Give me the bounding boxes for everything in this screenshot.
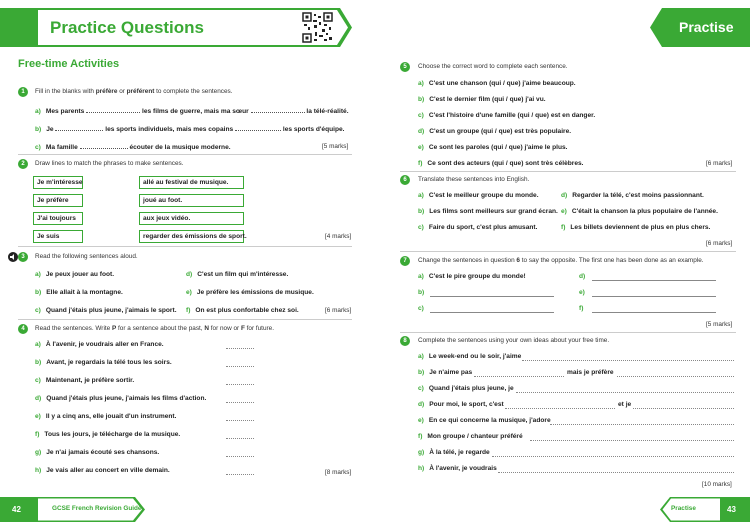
item-letter: e) xyxy=(35,413,41,420)
item-letter: f) xyxy=(418,433,423,440)
answer-line[interactable] xyxy=(226,402,254,403)
item-letter: h) xyxy=(418,465,425,472)
question-instruction: Choose the correct word to complete each sentence. xyxy=(418,63,568,70)
q8-item-d xyxy=(418,401,504,408)
answer-blank[interactable] xyxy=(86,107,140,113)
item-text: Je préfère les émissions de musique. xyxy=(196,289,314,296)
q6-item-a xyxy=(418,192,539,199)
instruction-text: for now or xyxy=(208,325,241,332)
match-left-4[interactable]: Je suis xyxy=(33,230,83,243)
q4-item xyxy=(35,431,180,438)
item-text: À l'avenir, je voudrais xyxy=(429,465,497,472)
item-text: Mon groupe / chanteur préféré xyxy=(427,433,523,440)
instruction-text: Fill in the blanks with xyxy=(35,88,96,95)
item-text: Pour moi, le sport, c'est xyxy=(429,401,504,408)
item-letter: d) xyxy=(186,271,193,278)
instruction-word: F xyxy=(240,325,245,332)
answer-line[interactable] xyxy=(226,438,254,439)
q3-item-d xyxy=(186,271,288,278)
marks-label: [8 marks] xyxy=(325,469,352,476)
item-text: Quand j'étais plus jeune, je xyxy=(428,385,514,392)
item-letter: f) xyxy=(561,224,566,231)
q4-item xyxy=(35,467,170,474)
item-letter: f) xyxy=(579,305,584,312)
item-letter: f) xyxy=(186,307,191,314)
item-letter: e) xyxy=(579,289,585,296)
item-text: la télé-réalité. xyxy=(306,108,349,115)
match-left-2[interactable]: Je préfère xyxy=(33,194,83,207)
q8-item-c xyxy=(418,385,514,392)
question-instruction: Complete the sentences using your own ideas about your free time. xyxy=(418,337,610,344)
item-text: les films de guerre, mais ma sœur xyxy=(142,108,249,115)
item-letter: d) xyxy=(579,273,586,280)
item-text: Tous les jours, je télécharge de la musique. xyxy=(44,431,181,438)
q6-item-d xyxy=(561,192,704,199)
marks-label: [5 marks] xyxy=(322,143,349,150)
question-number: 7 xyxy=(400,256,410,266)
answer-line[interactable] xyxy=(617,376,734,377)
item-text: Je n'ai jamais écouté ses chansons. xyxy=(46,449,160,456)
item-letter: b) xyxy=(418,208,425,215)
answer-blank[interactable] xyxy=(235,125,281,131)
item-letter: c) xyxy=(418,305,424,312)
answer-line[interactable] xyxy=(226,420,254,421)
q7-item-f xyxy=(579,305,588,312)
instruction-text: for a sentence about the past, xyxy=(116,325,205,332)
section-title: Free-time Activities xyxy=(18,58,120,70)
page-number-left: 42 xyxy=(12,505,21,514)
qr-code-icon xyxy=(302,12,333,43)
match-right-4[interactable]: regarder des émissions de sport. xyxy=(139,230,244,243)
q6-item-e xyxy=(561,208,718,215)
q8-item-b-cont: mais je préfère xyxy=(567,369,614,376)
q7-item-a xyxy=(418,273,526,280)
item-text: Je vais aller au concert en ville demain. xyxy=(46,467,170,474)
item-letter: c) xyxy=(35,377,41,384)
answer-line[interactable] xyxy=(592,280,716,281)
q5-item xyxy=(418,80,576,87)
answer-line[interactable] xyxy=(522,360,734,361)
item-text: Quand j'étais plus jeune, j'aimais les films d'action. xyxy=(46,395,207,402)
item-letter: c) xyxy=(418,224,424,231)
instruction-text: Change the sentences in question xyxy=(418,257,517,264)
question-number: 6 xyxy=(400,175,410,185)
q1-item-a xyxy=(35,107,349,115)
section-label: Practise xyxy=(679,19,734,35)
header-banner-left xyxy=(0,8,352,47)
marks-label: [6 marks] xyxy=(325,307,352,314)
answer-line[interactable] xyxy=(498,472,734,473)
item-letter: g) xyxy=(418,449,425,456)
instruction-word: 6 xyxy=(516,257,520,264)
item-text: Elle allait à la montagne. xyxy=(46,289,123,296)
question-instruction xyxy=(35,325,274,332)
q5-item xyxy=(418,112,595,119)
item-letter: d) xyxy=(35,395,42,402)
answer-line[interactable] xyxy=(592,296,716,297)
footer-left xyxy=(0,497,145,522)
item-letter: g) xyxy=(35,449,42,456)
instruction-text: for future. xyxy=(244,325,274,332)
question-instruction xyxy=(35,88,233,95)
item-letter: a) xyxy=(418,273,424,280)
question-number: 5 xyxy=(400,62,410,72)
item-letter: c) xyxy=(418,385,424,392)
q8-item-b xyxy=(418,369,472,376)
item-text: C'est un groupe (qui / que) est très populaire. xyxy=(429,128,572,135)
answer-line[interactable] xyxy=(592,312,716,313)
answer-line[interactable] xyxy=(505,408,615,409)
q5-item xyxy=(418,96,546,103)
item-text: C'était la chanson la plus populaire de l'année. xyxy=(571,208,718,215)
answer-line[interactable] xyxy=(430,312,554,313)
q5-item xyxy=(418,160,584,167)
q4-item xyxy=(35,377,134,384)
match-left-3[interactable]: J'ai toujours xyxy=(33,212,83,225)
q8-item-d-cont: et je xyxy=(618,401,632,408)
q3-item-c xyxy=(35,307,177,314)
page-title: Practice Questions xyxy=(50,18,205,37)
item-text: les sports individuels, mais mes copains xyxy=(105,126,234,133)
q6-item-f xyxy=(561,224,710,231)
question-instruction: Translate these sentences into English. xyxy=(418,176,530,183)
question-instruction: Draw lines to match the phrases to make sentences. xyxy=(35,160,184,167)
q7-item-c xyxy=(418,305,429,312)
answer-blank[interactable] xyxy=(251,107,305,113)
q8-item-g xyxy=(418,449,490,456)
answer-line[interactable] xyxy=(226,366,254,367)
marks-label: [4 marks] xyxy=(325,233,352,240)
book-title: GCSE French Revision Guide xyxy=(52,505,142,512)
item-text: C'est une chanson (qui / que) j'aime beaucoup. xyxy=(428,80,576,87)
item-letter: d) xyxy=(418,401,425,408)
instruction-word: préfère xyxy=(95,88,118,95)
answer-line[interactable] xyxy=(430,296,554,297)
divider xyxy=(400,171,736,172)
item-letter: b) xyxy=(418,96,425,103)
answer-line[interactable] xyxy=(226,348,254,349)
item-letter: e) xyxy=(418,144,424,151)
q3-item-a xyxy=(35,271,114,278)
q1-item-c xyxy=(35,143,231,151)
item-letter: a) xyxy=(35,271,41,278)
q7-item-d xyxy=(579,273,590,280)
item-text: Je peux jouer au foot. xyxy=(45,271,115,278)
item-letter: b) xyxy=(418,369,425,376)
item-letter: f) xyxy=(35,431,40,438)
q7-item-b xyxy=(418,289,429,296)
answer-line[interactable] xyxy=(516,392,734,393)
divider xyxy=(18,319,352,320)
item-text: Le week-end ou le soir, j'aime xyxy=(428,353,522,360)
marks-label: [6 marks] xyxy=(706,240,733,247)
speaker-icon[interactable] xyxy=(8,252,18,262)
item-letter: b) xyxy=(35,359,42,366)
divider xyxy=(18,246,352,247)
item-text: Il y a cinq ans, elle jouait d'un instrument. xyxy=(45,413,177,420)
instruction-text: to say the opposite. The first one has been done as an example. xyxy=(519,257,704,264)
instruction-text: or xyxy=(117,88,127,95)
marks-label: [10 marks] xyxy=(702,481,732,488)
q4-item xyxy=(35,359,172,366)
item-letter: c) xyxy=(418,112,424,119)
item-text: C'est le meilleur groupe du monde. xyxy=(428,192,539,199)
instruction-word: préférent xyxy=(126,88,155,95)
item-text: C'est un film qui m'intéresse. xyxy=(197,271,289,278)
item-letter: a) xyxy=(35,108,41,115)
q8-item-f xyxy=(418,433,523,440)
item-letter: a) xyxy=(418,80,424,87)
item-letter: d) xyxy=(418,128,425,135)
q4-item xyxy=(35,341,164,348)
answer-line[interactable] xyxy=(550,424,734,425)
item-letter: a) xyxy=(418,192,424,199)
page-number-right: 43 xyxy=(727,505,736,514)
divider xyxy=(400,332,736,333)
q4-item xyxy=(35,413,176,420)
answer-line[interactable] xyxy=(226,456,254,457)
answer-line[interactable] xyxy=(633,408,734,409)
item-letter: b) xyxy=(418,289,425,296)
answer-blank[interactable] xyxy=(55,125,103,131)
answer-line[interactable] xyxy=(226,474,254,475)
answer-line[interactable] xyxy=(226,384,254,385)
answer-line[interactable] xyxy=(474,376,564,377)
item-letter: b) xyxy=(35,126,42,133)
q4-item xyxy=(35,449,159,456)
item-text: écouter de la musique moderne. xyxy=(129,144,231,151)
q8-item-e xyxy=(418,417,551,424)
header-banner-right xyxy=(650,8,750,47)
item-text: C'est l'histoire d'une famille (qui / que) est en danger. xyxy=(428,112,596,119)
item-letter: f) xyxy=(418,160,423,167)
item-letter: c) xyxy=(35,144,41,151)
item-text: Les films sont meilleurs sur grand écran. xyxy=(429,208,558,215)
question-instruction xyxy=(418,257,704,264)
item-text: Avant, je regardais la télé tous les soirs. xyxy=(46,359,172,366)
marks-label: [6 marks] xyxy=(706,160,733,167)
answer-blank[interactable] xyxy=(80,143,128,149)
q8-item-h xyxy=(418,465,497,472)
item-letter: c) xyxy=(35,307,41,314)
q7-item-e xyxy=(579,289,590,296)
item-letter: b) xyxy=(35,289,42,296)
match-left-1[interactable]: Je m'intéresse xyxy=(33,176,83,189)
item-letter: h) xyxy=(35,467,42,474)
q5-item xyxy=(418,144,567,151)
q3-item-f xyxy=(186,307,299,314)
item-text: Regarder la télé, c'est moins passionnant. xyxy=(572,192,704,199)
question-number: 3 xyxy=(18,252,28,262)
item-letter: e) xyxy=(186,289,192,296)
footer-right xyxy=(660,497,750,522)
q5-item xyxy=(418,128,571,135)
item-text: Je xyxy=(46,126,54,133)
question-number: 1 xyxy=(18,87,28,97)
match-right-3[interactable]: aux jeux vidéo. xyxy=(139,212,244,225)
instruction-word: N xyxy=(204,325,209,332)
answer-line[interactable] xyxy=(492,456,734,457)
item-letter: e) xyxy=(418,417,424,424)
question-instruction: Read the following sentences aloud. xyxy=(35,253,138,260)
item-text: les sports d'équipe. xyxy=(282,126,345,133)
divider xyxy=(400,251,736,252)
match-right-1[interactable]: allé au festival de musique. xyxy=(139,176,244,189)
item-text: C'est le dernier film (qui / que) j'ai vu. xyxy=(429,96,546,103)
item-letter: a) xyxy=(418,353,424,360)
q8-item-a xyxy=(418,353,521,360)
q6-item-b xyxy=(418,208,558,215)
answer-line[interactable] xyxy=(530,440,734,441)
item-text: Ma famille xyxy=(45,144,78,151)
q3-item-b xyxy=(35,289,123,296)
q1-item-b xyxy=(35,125,345,133)
item-text: Quand j'étais plus jeune, j'aimais le sport. xyxy=(45,307,177,314)
q3-item-e xyxy=(186,289,314,296)
question-number: 2 xyxy=(18,159,28,169)
item-text: Mes parents xyxy=(45,108,85,115)
marks-label: [5 marks] xyxy=(706,321,733,328)
question-number: 8 xyxy=(400,336,410,346)
q6-item-c xyxy=(418,224,537,231)
footer-section-label: Practise xyxy=(671,505,696,512)
item-text: Faire du sport, c'est plus amusant. xyxy=(428,224,538,231)
item-text: Ce sont les paroles (qui / que) j'aime le plus. xyxy=(428,144,568,151)
item-text: À la télé, je regarde xyxy=(429,449,490,456)
item-text: C'est le pire groupe du monde! xyxy=(428,273,526,280)
item-text: Je n'aime pas xyxy=(429,369,473,376)
q4-item xyxy=(35,395,206,402)
match-right-2[interactable]: joué au foot. xyxy=(139,194,244,207)
instruction-text: to complete the sentences. xyxy=(154,88,233,95)
item-text: Les billets deviennent de plus en plus chers. xyxy=(570,224,711,231)
item-text: Ce sont des acteurs (qui / que) sont très célèbres. xyxy=(427,160,584,167)
question-number: 4 xyxy=(18,324,28,334)
instruction-text: Read the sentences. Write xyxy=(35,325,112,332)
divider xyxy=(18,154,352,155)
item-letter: e) xyxy=(561,208,567,215)
item-text: Maintenant, je préfère sortir. xyxy=(45,377,135,384)
item-text: On est plus confortable chez soi. xyxy=(195,307,299,314)
item-text: À l'avenir, je voudrais aller en France. xyxy=(45,341,164,348)
item-text: En ce qui concerne la musique, j'adore xyxy=(428,417,551,424)
instruction-word: P xyxy=(111,325,117,332)
item-letter: a) xyxy=(35,341,41,348)
item-letter: d) xyxy=(561,192,568,199)
